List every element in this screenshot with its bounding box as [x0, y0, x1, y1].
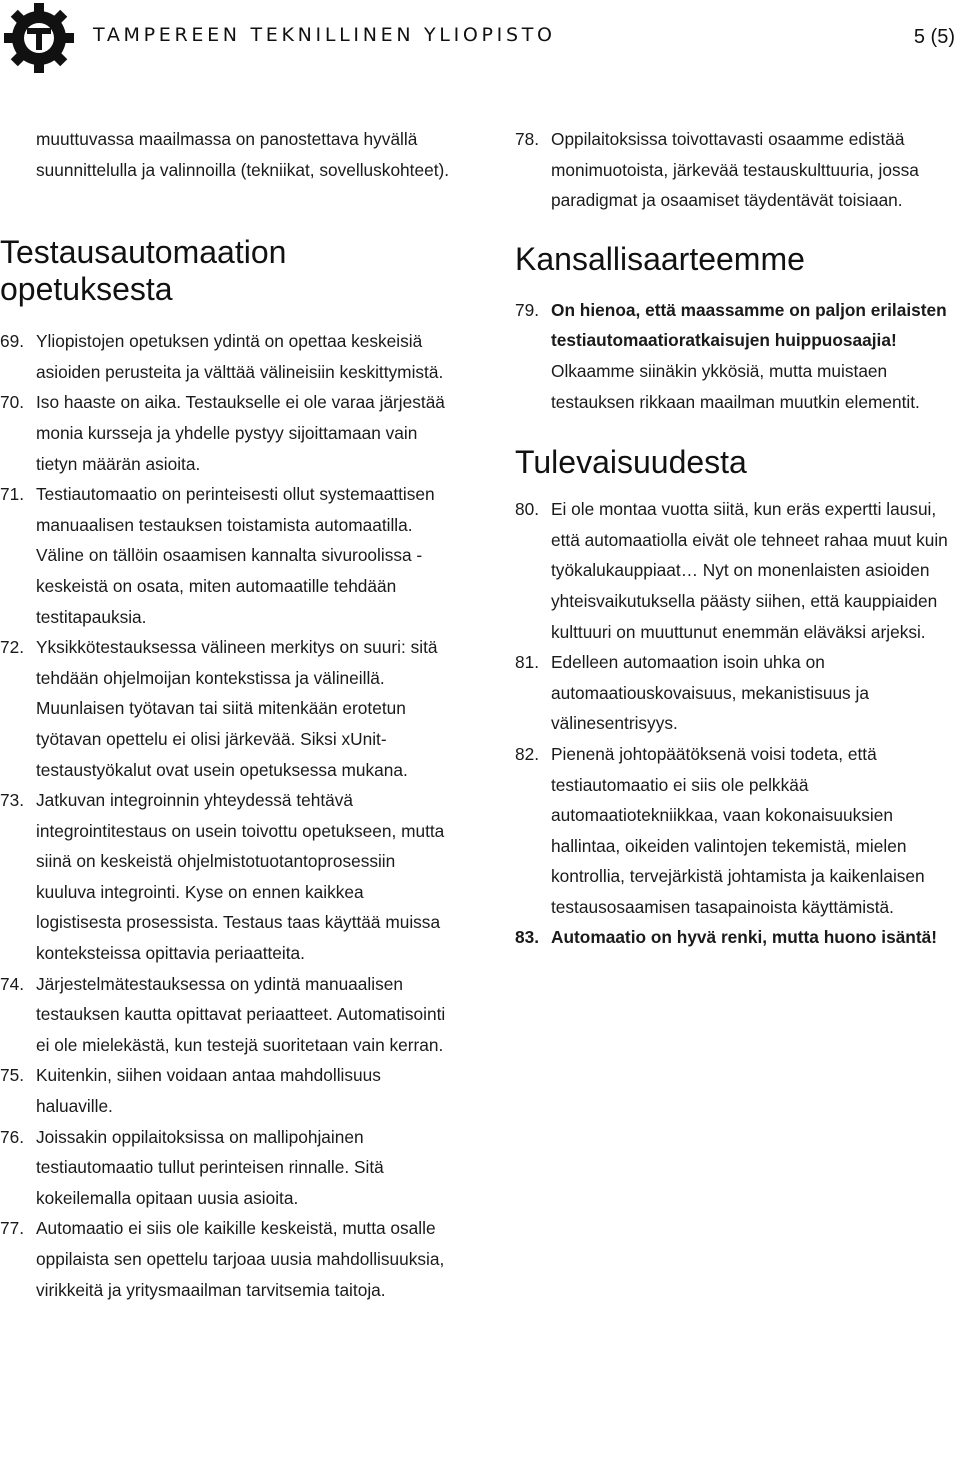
item-number: 79. — [515, 299, 540, 320]
item-bold-text: On hienoa, että maassamme on paljon erilaisten testiautomaatioratkaisujen huippuosaajia! — [551, 299, 947, 351]
list-item — [515, 739, 960, 923]
item-text: Iso haaste on aika. Testaukselle ei ole varaa järjestää monia kursseja ja yhdelle pystyy sijoittamaan vain tietyn määrän asioita. — [36, 392, 445, 474]
item-number: 77. — [0, 1218, 25, 1239]
item-text: Jatkuvan integroinnin yhteydessä tehtävä integrointitestaus on usein toivottu opetukseen, mutta siinä on keskeistä ohjelmistotuotantoprosessiin kuuluva integrointi. Kyse on ennen kaikkea logistisesta prosessista. Testaus taas käyttää muissa konteksteissa opittavia periaatteita. — [36, 790, 445, 964]
item-number: 74. — [0, 973, 25, 994]
item-text: Pienenä johtopäätöksenä voisi todeta, että testiautomaatio ei siis ole pelkkää automaatiotekniikkaa, vaan kokonaisuuksien hallintaa, oikeiden valintojen tekemistä, mielen kontrollia, tervejärkistä johtamista ja kaikenlaisen testausosaamisen tasapainoista käyttämistä. — [551, 743, 925, 917]
right-column — [515, 124, 960, 953]
page-number: 5 (5) — [913, 26, 955, 48]
item-number: 82. — [515, 743, 540, 764]
item-text: Yksikkötestauksessa välineen merkitys on suuri: sitä tehdään ohjelmoijan kontekstissa ja välineillä. Muunlaisen työtavan tai siitä mitenkään erotetun työtavan opettelu ei olisi järkevää. Siksi xUnit-testaustyökalut ovat usein opetuksessa mukana. — [36, 637, 438, 780]
section-heading-kansallisaarteemme: Kansallisaarteemme — [515, 240, 805, 277]
university-gear-logo-icon — [3, 2, 75, 74]
item-number: 69. — [0, 331, 25, 352]
list-item — [515, 124, 960, 216]
list-item — [0, 1060, 452, 1121]
item-number: 70. — [0, 392, 25, 413]
item-text: Automaatio on hyvä renki, mutta huono isäntä! — [551, 927, 937, 948]
item-number: 78. — [515, 129, 540, 149]
left-column — [0, 124, 452, 1305]
item-number: 71. — [0, 484, 25, 505]
item-text: Ei ole montaa vuotta siitä, kun eräs expertti lausui, että automaatiolla eivät ole tehneet rahaa muut kuin työkalukauppiaat… Nyt on monenlaisten asioiden yhteisvaikutuksella päästy siihen, että kauppiaiden kulttuuri on muuttunut enemmän eläväksi arjeksi. — [551, 499, 948, 642]
list-item — [515, 494, 960, 647]
list-item — [0, 632, 452, 785]
item-text: Järjestelmätestauksessa on ydintä manuaalisen testauksen kautta opittavat periaatteet. Automatisointi ei ole mielekästä, kun testejä suoritetaan vain kerran. — [36, 973, 446, 1055]
item-text: Olkaamme siinäkin ykkösiä, mutta muistaen testauksen rikkaan maailman muutkin elementit. — [551, 360, 920, 412]
list-item — [0, 785, 452, 969]
item-text: Oppilaitoksissa toivottavasti osaamme edistää monimuotoista, järkevää testauskulttuuria, jossa paradigmat ja osaamiset täydentävät toisiaan. — [551, 129, 919, 211]
item-number: 73. — [0, 790, 25, 811]
item-number: 83. — [515, 927, 540, 948]
item-text: Joissakin oppilaitoksissa on mallipohjainen testiautomaatio tullut perinteisen rinnalle. Sitä kokeilemalla opitaan uusia asioita. — [36, 1126, 384, 1208]
item-text: Edelleen automaation isoin uhka on automaatiouskovaisuus, mekanistisuus ja välinesentrisyys. — [551, 652, 869, 734]
list-item — [0, 479, 452, 632]
list-item — [0, 969, 452, 1061]
list-item — [515, 647, 960, 739]
item-text: Testiautomaatio on perinteisesti ollut systemaattisen manuaalisen testauksen toistamista automaatilla. Väline on tällöin osaamisen kannalta sivuroolissa - keskeistä on osata, miten automaatille tehdään testitapauksia. — [36, 484, 435, 627]
list-item — [0, 1213, 452, 1305]
item-number: 76. — [0, 1126, 25, 1147]
item-number: 72. — [0, 637, 25, 658]
list-item — [0, 1122, 452, 1214]
list-item-conclusion — [515, 922, 960, 953]
item-number: 80. — [515, 499, 540, 520]
intro-paragraph: muuttuvassa maailmassa on panostettava hyvällä suunnittelulla ja valinnoilla (tekniikat, sovelluskohteet). — [36, 129, 450, 180]
item-number: 81. — [515, 652, 540, 673]
page-header — [0, 0, 960, 80]
list-item — [0, 326, 452, 387]
item-text: Automaatio ei siis ole kaikille keskeistä, mutta osalle oppilaista sen opettelu tarjoaa uusia mahdollisuuksia, virikkeitä ja yritysmaailman tarvitsemia taitoja. — [36, 1218, 445, 1300]
item-text: Yliopistojen opetuksen ydintä on opettaa keskeisiä asioiden perusteita ja välttää välineisiin keskittymistä. — [36, 331, 444, 382]
organization-name: TAMPEREEN TEKNILLINEN YLIOPISTO — [93, 24, 556, 46]
item-text: Kuitenkin, siihen voidaan antaa mahdollisuus haluaville. — [36, 1065, 381, 1117]
list-item — [0, 387, 452, 479]
section-heading-tulevaisuudesta: Tulevaisuudesta — [515, 444, 747, 481]
list-item — [515, 295, 960, 417]
item-number: 75. — [0, 1065, 25, 1086]
section-heading-testausautomaation-opetuksesta: Testausautomaation opetuksesta — [0, 234, 287, 308]
